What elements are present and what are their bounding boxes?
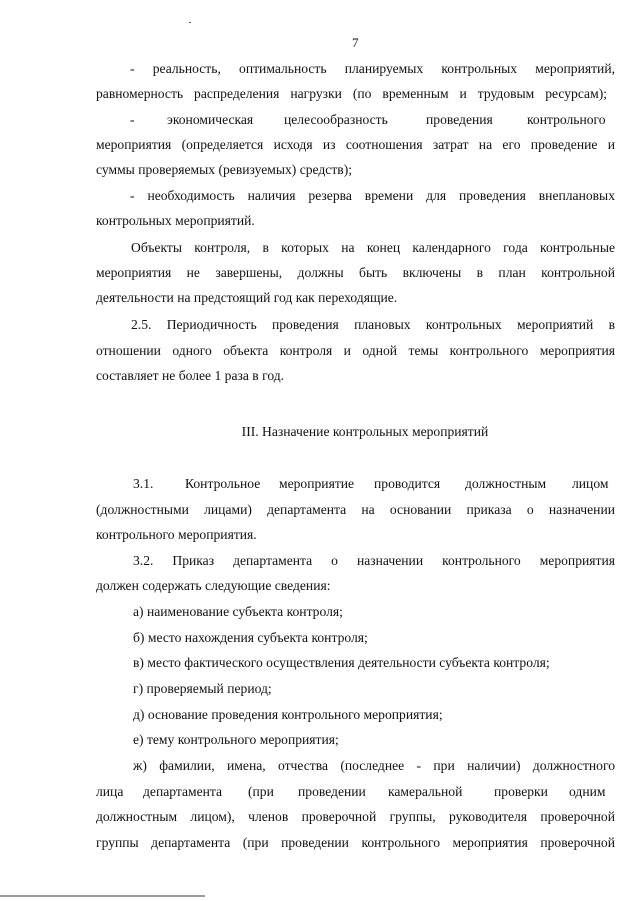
text-line: (должностными лицами) департамента на основании приказа о назначении [96, 502, 615, 517]
text-line: группы департамента (при проведении контрольного мероприятия проверочной [96, 835, 615, 850]
text-line: мероприятия не завершены, должны быть включены в план контрольной [96, 265, 615, 280]
text-line: контрольного [527, 112, 606, 127]
list-item: е) тему контрольного мероприятия; [133, 732, 339, 747]
text-line: составляет не более 1 раза в год. [96, 368, 285, 383]
text-line: проведения [426, 112, 493, 127]
scan-edge-line [0, 895, 205, 897]
section-heading: III. Назначение контрольных мероприятий [241, 424, 489, 439]
scan-mark [189, 22, 191, 23]
text-line: деятельности на предстоящий год как переходящие. [96, 290, 398, 305]
text-line: должностным лицом), членов проверочной группы, руководителя проверочной [96, 809, 615, 824]
list-item: б) место нахождения субъекта контроля; [133, 630, 368, 645]
text-line: целесообразность [284, 112, 388, 127]
list-item: а) наименование субъекта контроля; [133, 604, 343, 619]
text-line: мероприятия (определяется исходя из соотношения затрат на его проведение и [96, 137, 615, 152]
text-line: одним [569, 784, 606, 799]
text-line: экономическая [167, 112, 254, 127]
text-line: мероприятие [279, 476, 355, 491]
text-line: 3.2. Приказ департамента о назначении контрольного мероприятия [133, 553, 615, 568]
text-line: - [130, 112, 135, 127]
text-line: проверки [494, 784, 548, 799]
text-line: должен содержать следующие сведения: [96, 578, 331, 593]
text-line: лицом [572, 476, 609, 491]
text-line: 2.5. Периодичность проведения плановых контрольных мероприятий в [131, 317, 615, 332]
text-line: должностным [465, 476, 547, 491]
text-line: камеральной [388, 784, 463, 799]
text-line: 3.1. [133, 476, 154, 491]
text-line: контрольных мероприятий. [96, 213, 255, 228]
text-line: - необходимость наличия резерва времени для проведения внеплановых [130, 188, 615, 203]
list-item: г) проверяемый период; [133, 681, 272, 696]
text-line: проводится [374, 476, 441, 491]
text-line: (при [248, 784, 274, 799]
text-line: проведении [298, 784, 366, 799]
text-line: контрольного мероприятия. [96, 527, 257, 542]
text-line: департамента [143, 784, 223, 799]
list-item: в) место фактического осуществления деятельности субъекта контроля; [133, 655, 550, 670]
list-item: д) основание проведения контрольного мероприятия; [133, 707, 443, 722]
text-line: суммы проверяемых (ревизуемых) средств); [96, 162, 353, 177]
text-line: Контрольное [185, 476, 261, 491]
text-line: равномерность распределения нагрузки (по временным и трудовым ресурсам); [96, 86, 607, 101]
text-line: отношении одного объекта контроля и одной темы контрольного мероприятия [96, 343, 615, 358]
text-line: лица [96, 784, 124, 799]
text-line: - реальность, оптимальность планируемых контрольных мероприятий, [130, 61, 615, 76]
page-number: 7 [352, 35, 359, 50]
list-item: ж) фамилии, имена, отчества (последнее - при наличии) должностного [133, 758, 615, 773]
text-line: Объекты контроля, в которых на конец календарного года контрольные [131, 240, 615, 255]
